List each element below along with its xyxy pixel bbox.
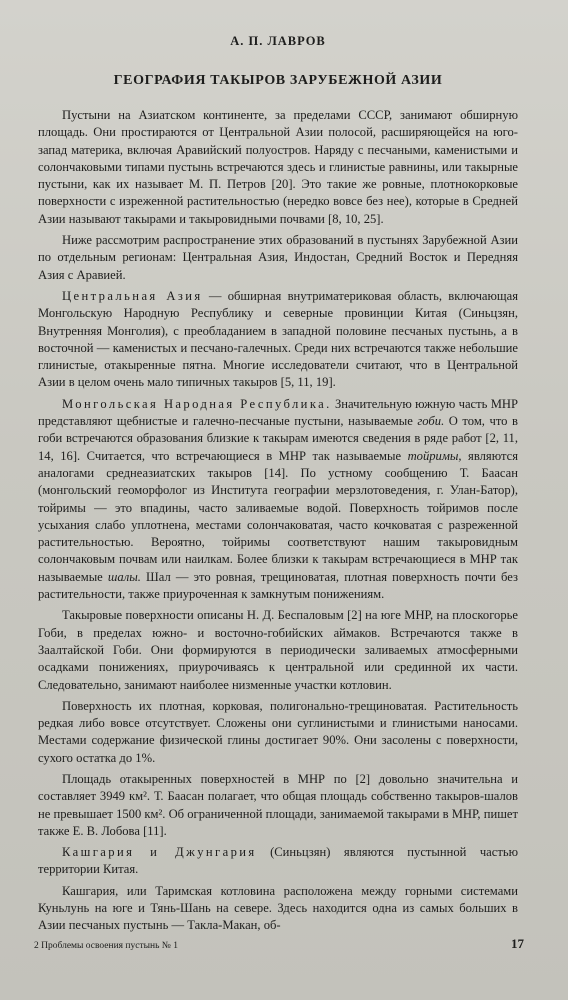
region-heading-mongolia: Монгольская Народная Республика. — [62, 396, 332, 411]
term-shaly: шалы. — [107, 569, 141, 584]
paragraph-4-text-c: являются аналогами среднеазиатских такыров [14]. По устному сообщению Т. Баасан (монгольский геоморфолог из Института географии мерзлотоведения, г. Улан-Батор), тойримы — это впадины, часто заливаемые водой. Поверхность тойримов после усыхания слабо уплотнена, местами солончаковатая, часто кочковатая с разреженной растительностью. Вероятно, тойримы соответствуют нашим такыровидным солончаковым почвам или наилкам. Более близки к такырам встречающиеся в МНР так называемые — [38, 448, 518, 584]
paragraph-4-text-a: Значительную южную часть МНР представляют щебнистые и галечно-песчаные пустыни, называемые — [38, 396, 518, 429]
article-body — [38, 107, 518, 935]
term-toyrimy: тойримы, — [407, 448, 462, 463]
paragraph-6: Поверхность их плотная, корковая, полигонально-трещиноватая. Растительность редкая либо вовсе отсутствует. Сложены они суглинистыми и глинистыми наносами. Местами содержание физической глины достигает 90%. Они засолены с поверхности, сухого остатка до 1%. — [38, 698, 518, 765]
paragraph-5: Такыровые поверхности описаны Н. Д. Беспаловым [2] на юге МНР, на плоскогорье Гоби, в пределах южно- и восточно-гобийских аймаков. Встречаются также в Заалтайской Гоби. Они формируются в периодически заливаемых атмосферными осадками понижениях, приурочиваясь к центральной или срединной их части. Следовательно, занимают наиболее низменные участки котловин. — [38, 608, 518, 692]
paragraph-4-text-b: О том, что в гоби встречаются образования близкие к такырам имеются сведения в ряде работ [2, 11, 14, 16]. Считается, что встречающиеся в МНР так называемые — [38, 414, 518, 463]
paragraph-1: Пустыни на Азиатском континенте, за пределами СССР, занимают обширную площадь. Они простираются от Центральной Азии полосой, расширяющейся на юго-запад материка, включая Аравийский полуостров. Наряду с песчаными, каменистыми и солончаковыми типами пустынь встречаются здесь и глинистые равнины, или такырные пустыни, как их называет М. П. Петров [20]. Это такие же ровные, плотнокорковые поверхности с изреженной растительностью (нередко вовсе без нее), которые в Средней Азии называют такырами и такыровидными почвами [8, 10, 25]. — [38, 108, 518, 226]
paragraph-9: Кашгария, или Таримская котловина расположена между горными системами Куньлунь на юге и Тянь-Шань на севере. Здесь находится одна из самых больших в Азии песчаных пустынь — Такла-Макан, об- — [38, 883, 518, 933]
term-gobi: гоби. — [417, 414, 445, 429]
author-name: А. П. ЛАВРОВ — [230, 34, 326, 48]
paragraph-4-text-d: Шал — это ровная, трещиноватая, плотная поверхность почти без растительности, также приуроченная к замкнутым понижениям. — [38, 569, 518, 602]
paragraph-4 — [38, 396, 518, 604]
paragraph-3 — [38, 288, 518, 392]
page-number: 17 — [511, 936, 524, 951]
paragraph-7: Площадь отакыренных поверхностей в МНР по [2] довольно значительна и составляет 3949 км². Т. Баасан полагает, что общая площадь собственно такыров-шалов не превышает 1500 км². Об ограниченной площади, занимаемой такырами в МНР, пишет также Е. В. Лобова [11]. — [38, 771, 518, 838]
paragraph-8 — [38, 844, 518, 879]
paragraph-8-text: (Синьцзян) являются пустынной частью территории Китая. — [38, 845, 518, 877]
paragraph-2: Ниже рассмотрим распространение этих образований в пустынях Зарубежной Азии по отдельным регионам: Центральная Азия, Индостан, Средний Восток и Передняя Азия с Аравией. — [38, 233, 518, 282]
footer-signature: 2 Проблемы освоения пустынь № 1 — [34, 941, 178, 951]
page-footer — [34, 936, 524, 952]
article-title: ГЕОГРАФИЯ ТАКЫРОВ ЗАРУБЕЖНОЙ АЗИИ — [113, 73, 443, 88]
paragraph-3-text: — обширная внутриматериковая область, включающая Монгольскую Народную Республику и северные провинции Китая (Синьцзян, Внутренняя Монголия), с преобладанием в западной половине песчаных пустынь, а в восточной — каменистых и песчано-галечных. Среди них встречаются также небольшие глинистые, отакыренные пятна. Многие исследователи считают, что в Центральной Азии в целом очень мало типичных такыров [5, 11, 19]. — [38, 288, 518, 390]
region-heading-kashgaria: Кашгария и Джунгария — [62, 845, 257, 860]
region-heading-central-asia: Центральная Азия — [62, 288, 203, 303]
